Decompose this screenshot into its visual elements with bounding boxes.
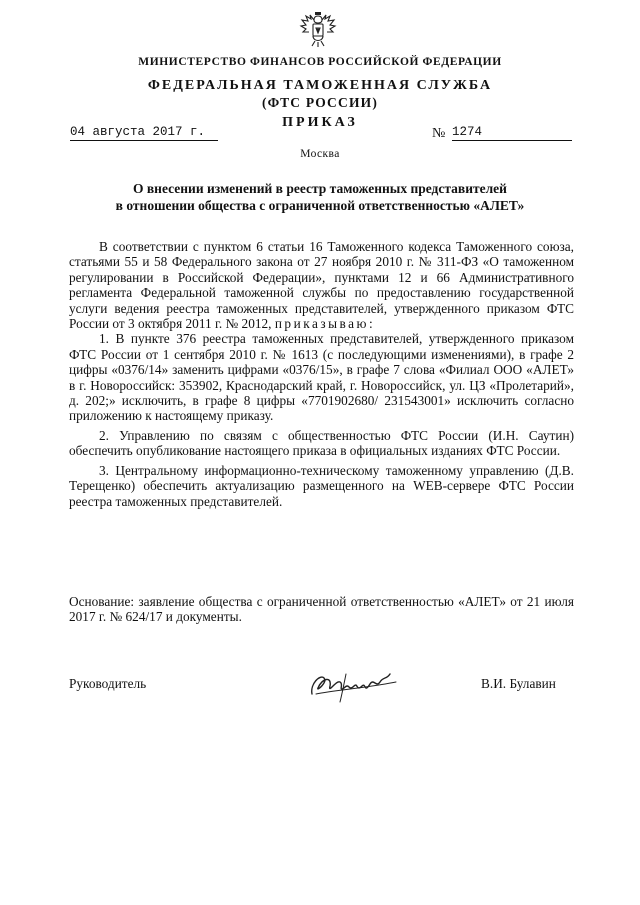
handwritten-signature	[306, 664, 402, 704]
title-line-2: в отношении общества с ограниченной ответственностью «АЛЕТ»	[115, 198, 525, 213]
coat-of-arms-icon	[298, 10, 338, 50]
basis-section	[69, 594, 574, 625]
document-body	[69, 239, 574, 509]
order-date: 04 августа 2017 г.	[70, 125, 218, 141]
item-1-paragraph: 1. В пункте 376 реестра таможенных представителей, утвержденного приказом ФТС России от 1 сентября 2010 г. № 1613 (с последующими изменениями), в графе 2 цифры «0376/14» заменить цифрами «0376/15», в графе 7 слова «Филиал ООО «АЛЕТ» в г. Новороссийск: 353902, Краснодарский край, г. Новороссийск, ул. ЦЗ «Пролетарий», д. 202;» исключить, в графе 8 цифры «7701902680/ 231543001» исключить согласно приложению к настоящему приказу.	[69, 331, 574, 424]
document-type: ПРИКАЗ	[282, 115, 358, 130]
service-abbreviation: (ФТС РОССИИ)	[261, 95, 379, 110]
title-line-1: О внесении изменений в реестр таможенных представителей	[133, 181, 507, 196]
signatory-name: В.И. Булавин	[481, 676, 556, 691]
ministry-name: МИНИСТЕРСТВО ФИНАНСОВ РОССИЙСКОЙ ФЕДЕРАЦИИ	[138, 56, 502, 68]
order-number: 1274	[452, 125, 572, 141]
signatory-position: Руководитель	[69, 676, 147, 691]
service-name: ФЕДЕРАЛЬНАЯ ТАМОЖЕННАЯ СЛУЖБА	[147, 78, 493, 93]
order-city: Москва	[300, 148, 340, 160]
order-word: приказываю:	[274, 316, 376, 332]
item-3-paragraph: 3. Центральному информационно-техническому таможенному управлению (Д.В. Терещенко) обеспечить актуализацию размещенного на WEB-сервере ФТС России реестра таможенных представителей.	[69, 462, 574, 509]
preamble-paragraph	[69, 239, 574, 331]
item-2-paragraph: 2. Управлению по связям с общественностью ФТС России (И.Н. Саутин) обеспечить опубликование настоящего приказа в официальных изданиях ФТС России.	[69, 427, 574, 459]
basis-text: Основание: заявление общества с ограниченной ответственностью «АЛЕТ» от 21 июля 2017 г. № 624/17 и документы.	[69, 594, 574, 625]
preamble-text: В соответствии с пунктом 6 статьи 16 Таможенного кодекса Таможенного союза, статьями 55 и 58 Федерального закона от 27 ноября 2010 г. № 311-ФЗ «О таможенном регулировании в Российской Федерации», пунктами 12 и 66 Административного регламента Федеральной таможенной службы по предоставлению государственной услуги ведения реестра таможенных представителей, утвержденного приказом ФТС России от 3 октября 2011 г. № 2012,	[69, 239, 574, 332]
document-title	[60, 180, 580, 214]
order-number-label: №	[432, 126, 446, 141]
